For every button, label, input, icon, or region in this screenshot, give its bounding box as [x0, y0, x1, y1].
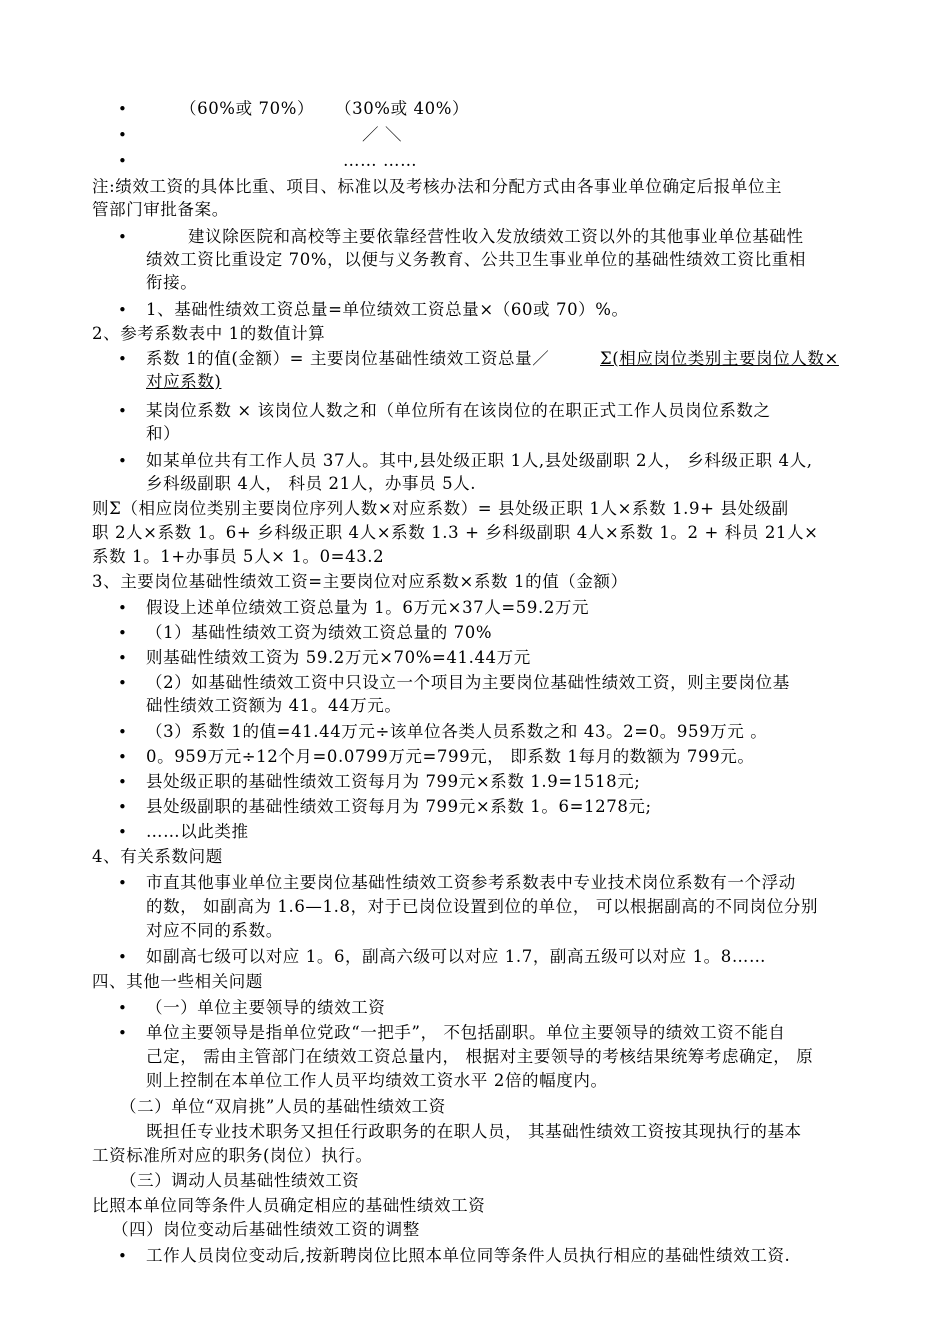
- bullet: •: [118, 301, 127, 319]
- s3-b8: 县处级副职的基础性绩效工资每月为 799元×系数 1。6=1278元;: [146, 797, 652, 816]
- suggest-line-2: 绩效工资比重设定 70%，以便与义务教育、公共卫生事业单位的基础性绩效工资比重相: [146, 250, 806, 269]
- s3-b7: 县处级正职的基础性绩效工资每月为 799元×系数 1.9=1518元;: [146, 772, 641, 791]
- bullet: •: [118, 599, 127, 617]
- bullet: •: [118, 723, 127, 741]
- bullet: •: [118, 874, 127, 892]
- bullet: •: [118, 452, 127, 470]
- bullet: •: [118, 748, 127, 766]
- s5-b2-line-3: 则上控制在本单位工作人员平均绩效工资水平 2倍的幅度内。: [146, 1071, 608, 1090]
- bullet: •: [118, 798, 127, 816]
- s2-b2-line-1: 某岗位系数 × 该岗位人数之和（单位所有在该岗位的在职正式工作人员岗位系数之: [146, 401, 771, 420]
- section-3-heading: 3、主要岗位基础性绩效工资=主要岗位对应系数×系数 1的值（金额）: [92, 572, 628, 591]
- suggest-line-3: 衔接。: [146, 273, 198, 292]
- s4-b2: 如副高七级可以对应 1。6，副高六级可以对应 1.7，副高五级可以对应 1。8……: [146, 947, 767, 966]
- calc-line-3: 系数 1。1+办事员 5人× 1。0=43.2: [92, 547, 385, 566]
- s4-b1-line-2: 的数， 如副高为 1.6—1.8，对于已岗位设置到位的单位， 可以根据副高的不同岗位分别: [146, 897, 819, 916]
- s3-b2: （1）基础性绩效工资为绩效工资总量的 70%: [146, 623, 493, 642]
- bullet: •: [118, 624, 127, 642]
- s2-b1-line-1b: Σ(相应岗位类别主要岗位人数×: [600, 349, 839, 368]
- bullet: •: [118, 823, 127, 841]
- bullet: •: [118, 649, 127, 667]
- calc-line-1: 则Σ（相应岗位类别主要岗位序列人数×对应系数）= 县处级正职 1人×系数 1.9+ 县处级副: [92, 499, 789, 518]
- bullet: •: [118, 126, 127, 144]
- ratio-basic: （60%或 70%）: [180, 99, 315, 118]
- subsection-2-line-1: 既担任专业技术职务又担任行政职务的在职人员， 其基础性绩效工资按其现执行的基本: [146, 1122, 802, 1141]
- section-2-heading: 2、参考系数表中 1的数值计算: [92, 324, 326, 343]
- s2-b1-line-1a: 系数 1的值(金额）= 主要岗位基础性绩效工资总量／: [146, 349, 550, 368]
- bullet: •: [118, 152, 127, 170]
- subsection-4-bullet: 工作人员岗位变动后,按新聘岗位比照本单位同等条件人员执行相应的基础性绩效工资.: [146, 1246, 791, 1265]
- bullet: •: [118, 1247, 127, 1265]
- branch-lines: ／ ＼: [362, 125, 403, 144]
- s3-b3: 则基础性绩效工资为 59.2万元×70%=41.44万元: [146, 648, 531, 667]
- subsection-4-title: （四）岗位变动后基础性绩效工资的调整: [112, 1220, 420, 1239]
- section-4-heading: 4、有关系数问题: [92, 847, 223, 866]
- bullet: •: [118, 350, 127, 368]
- subsection-3-title: （三）调动人员基础性绩效工资: [120, 1171, 360, 1190]
- ellipsis-line: …… ……: [343, 151, 418, 170]
- s3-b1: 假设上述单位绩效工资总量为 1。6万元×37人=59.2万元: [146, 598, 590, 617]
- s4-b1-line-3: 对应不同的系数。: [146, 921, 283, 940]
- ratio-incentive: （30%或 40%）: [335, 99, 470, 118]
- subsection-2-line-2: 工资标准所对应的职务(岗位）执行。: [92, 1146, 373, 1165]
- s5-b2-line-1: 单位主要领导是指单位党政“一把手”， 不包括副职。单位主要领导的绩效工资不能自: [146, 1023, 786, 1042]
- s3-b5: （3）系数 1的值=41.44万元÷该单位各类人员系数之和 43。2=0。959万元 。: [146, 722, 768, 741]
- s3-b6: 0。959万元÷12个月=0.0799万元=799元， 即系数 1每月的数额为 799元。: [146, 747, 755, 766]
- s3-b4-line-1: （2）如基础性绩效工资中只设立一个项目为主要岗位基础性绩效工资，则主要岗位基: [146, 673, 790, 692]
- bullet: •: [118, 228, 127, 246]
- bullet: •: [118, 674, 127, 692]
- s5-b1: （一）单位主要领导的绩效工资: [146, 998, 386, 1017]
- s4-b1-line-1: 市直其他事业单位主要岗位基础性绩效工资参考系数表中专业技术岗位系数有一个浮动: [146, 873, 796, 892]
- s3-b9: ……以此类推: [146, 822, 249, 841]
- bullet: •: [118, 1024, 127, 1042]
- s2-b2-line-2: 和）: [146, 424, 181, 443]
- s2-b3-line-2: 乡科级副职 4人， 科员 21人，办事员 5人.: [146, 474, 477, 493]
- section-5-heading: 四、其他一些相关问题: [92, 972, 263, 991]
- bullet: •: [118, 999, 127, 1017]
- s2-b1-line-2: 对应系数): [146, 372, 222, 391]
- subsection-3-line-1: 比照本单位同等条件人员确定相应的基础性绩效工资: [92, 1196, 486, 1215]
- suggest-line-1: 建议除医院和高校等主要依靠经营性收入发放绩效工资以外的其他事业单位基础性: [188, 227, 804, 246]
- note-line-1: 注:绩效工资的具体比重、项目、标准以及考核办法和分配方式由各事业单位确定后报单位主: [92, 177, 783, 196]
- note-line-2: 管部门审批备案。: [92, 200, 229, 219]
- bullet: •: [118, 100, 127, 118]
- item-1: 1、基础性绩效工资总量=单位绩效工资总量×（60或 70）%。: [146, 300, 629, 319]
- bullet: •: [118, 948, 127, 966]
- bullet: •: [118, 773, 127, 791]
- calc-line-2: 职 2人×系数 1。6+ 乡科级正职 4人×系数 1.3 + 乡科级副职 4人×系数 1。2 + 科员 21人×: [92, 523, 819, 542]
- bullet: •: [118, 402, 127, 420]
- s5-b2-line-2: 己定， 需由主管部门在绩效工资总量内， 根据对主要领导的考核结果统筹考虑确定， 原: [146, 1047, 814, 1066]
- s3-b4-line-2: 础性绩效工资额为 41。44万元。: [146, 696, 402, 715]
- subsection-2-title: （二）单位“双肩挑”人员的基础性绩效工资: [120, 1097, 446, 1116]
- s2-b3-line-1: 如某单位共有工作人员 37人。其中,县处级正职 1人,县处级副职 2人， 乡科级正职 4人,: [146, 451, 813, 470]
